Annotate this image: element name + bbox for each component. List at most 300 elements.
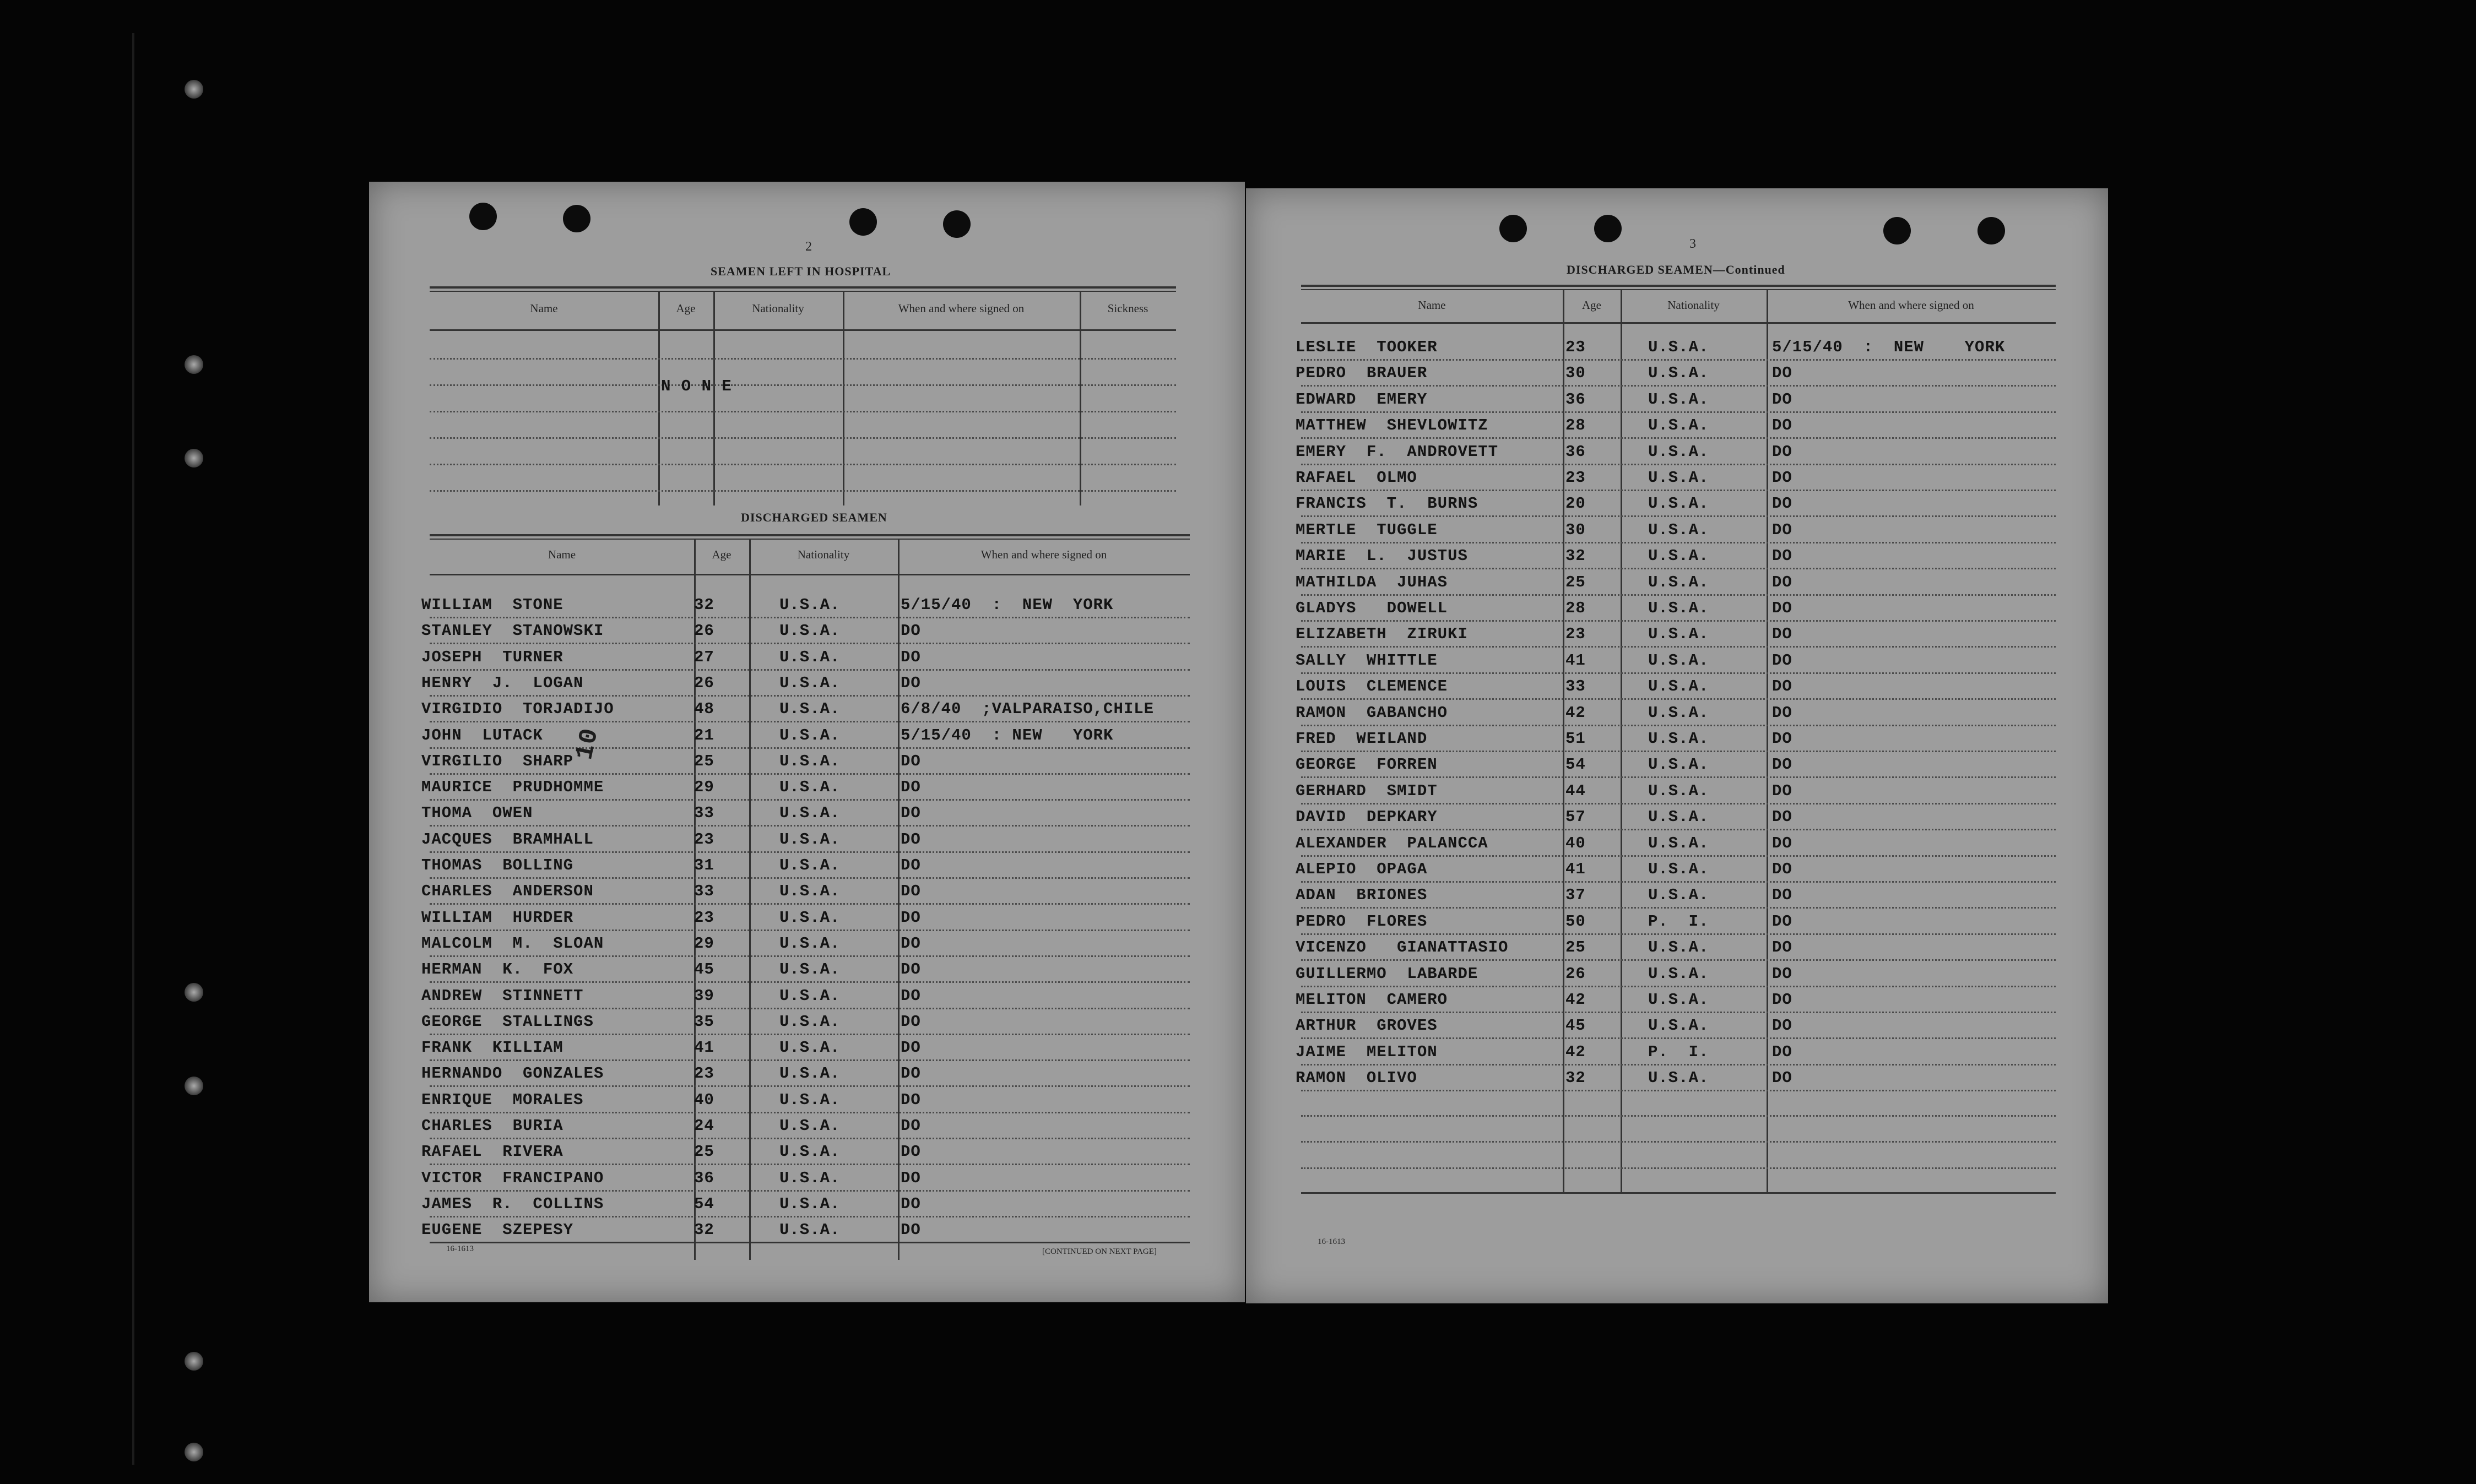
table-cell-signed-on: DO [1772, 834, 1792, 852]
row-rule [430, 1164, 1190, 1165]
row-rule [1301, 1141, 2056, 1143]
row-rule [430, 1059, 1190, 1061]
table-rule [430, 291, 1176, 292]
table-cell-name: MATHILDA JUHAS [1296, 573, 1448, 591]
row-rule [1301, 542, 2056, 543]
table-cell-age: 32 [694, 1221, 714, 1240]
table-cell-signed-on: DO [1772, 494, 1792, 513]
row-rule [430, 695, 1190, 697]
row-rule [1301, 515, 2056, 517]
table-cell-age: 41 [694, 1039, 714, 1057]
table-rule [1301, 285, 2056, 287]
table-cell-age: 39 [694, 986, 714, 1005]
table-cell-name: MELITON CAMERO [1296, 991, 1448, 1009]
row-rule [430, 877, 1190, 879]
table-cell-nationality: U.S.A. [1648, 1069, 1709, 1088]
table-cell-name: RAMON GABANCHO [1296, 703, 1448, 722]
page-number: 2 [805, 240, 812, 254]
punch-hole [1883, 217, 1911, 244]
row-rule [1301, 986, 2056, 987]
row-rule [1301, 359, 2056, 361]
table-cell-signed-on: DO [901, 1117, 921, 1135]
table-cell-signed-on: DO [1772, 964, 1792, 983]
column-header-nationality: Nationality [797, 548, 850, 561]
row-rule [1301, 881, 2056, 883]
table-cell-signed-on: DO [901, 1090, 921, 1109]
row-rule [430, 955, 1190, 957]
table-cell-nationality: U.S.A. [1648, 860, 1709, 878]
table-cell-name: WILLIAM STONE [421, 596, 564, 614]
table-cell-age: 23 [694, 908, 714, 927]
table-cell-nationality: U.S.A. [779, 856, 841, 874]
punch-hole [849, 208, 877, 236]
table-cell-signed-on: DO [901, 934, 921, 953]
table-cell-name: JOHN LUTACK [421, 726, 543, 744]
row-rule [1301, 1064, 2056, 1066]
table-cell-name: JOSEPH TURNER [421, 648, 564, 666]
table-rule [430, 574, 1190, 575]
table-cell-name: GUILLERMO LABARDE [1296, 964, 1478, 983]
table-cell-nationality: U.S.A. [779, 673, 841, 692]
table-cell-signed-on: DO [901, 908, 921, 927]
punch-hole [1594, 215, 1622, 242]
row-rule [1301, 411, 2056, 413]
table-cell-age: 40 [1565, 834, 1586, 852]
table-cell-name: THOMA OWEN [421, 804, 533, 823]
table-cell-name: LOUIS CLEMENCE [1296, 677, 1448, 696]
table-cell-age: 32 [1565, 547, 1586, 566]
row-rule [430, 490, 1176, 492]
table-cell-age: 32 [694, 596, 714, 614]
table-cell-name: MAURICE PRUDHOMME [421, 778, 604, 797]
table-cell-nationality: U.S.A. [1648, 573, 1709, 591]
table-cell-name: CHARLES ANDERSON [421, 882, 594, 901]
table-cell-name: FRANCIS T. BURNS [1296, 494, 1478, 513]
row-rule [430, 773, 1190, 775]
table-cell-nationality: U.S.A. [1648, 991, 1709, 1009]
table-cell-name: ANDREW STINNETT [421, 986, 584, 1005]
column-divider [843, 291, 844, 505]
table-cell-nationality: U.S.A. [779, 804, 841, 823]
table-cell-signed-on: DO [1772, 938, 1792, 957]
table-cell-signed-on: DO [901, 1168, 921, 1187]
table-cell-age: 28 [1565, 416, 1586, 435]
column-divider [658, 291, 660, 505]
table-cell-nationality: U.S.A. [779, 1039, 841, 1057]
table-cell-signed-on: DO [901, 1221, 921, 1240]
table-cell-nationality: U.S.A. [779, 882, 841, 901]
column-header-sickness: Sickness [1107, 302, 1148, 315]
table-cell-name: THOMAS BOLLING [421, 856, 574, 874]
row-rule [430, 929, 1190, 931]
table-cell-signed-on: DO [1772, 886, 1792, 905]
film-edge-line [132, 33, 134, 1465]
table-cell-nationality: U.S.A. [779, 960, 841, 979]
punch-hole [1977, 217, 2005, 244]
table-cell-signed-on: DO [901, 622, 921, 640]
row-rule [1301, 751, 2056, 752]
row-rule [1301, 620, 2056, 622]
table-cell-nationality: U.S.A. [1648, 703, 1709, 722]
row-rule [1301, 698, 2056, 700]
binder-hole [185, 355, 203, 374]
table-cell-nationality: U.S.A. [779, 1064, 841, 1083]
column-header-age: Age [712, 548, 732, 561]
table-cell-age: 44 [1565, 781, 1586, 800]
row-rule [430, 981, 1190, 983]
table-cell-age: 51 [1565, 730, 1586, 748]
row-rule [1301, 1090, 2056, 1091]
table-cell-signed-on: DO [901, 856, 921, 874]
table-cell-age: 20 [1565, 494, 1586, 513]
table-cell-signed-on: DO [901, 1194, 921, 1213]
table-rule [430, 329, 1176, 331]
row-rule [1301, 776, 2056, 778]
table-cell-nationality: U.S.A. [779, 778, 841, 797]
right-page [1246, 188, 2108, 1303]
row-rule [430, 669, 1190, 671]
row-rule [1301, 1115, 2056, 1117]
table-cell-name: ALEPIO OPAGA [1296, 860, 1428, 878]
table-cell-nationality: U.S.A. [779, 700, 841, 719]
table-cell-signed-on: DO [1772, 730, 1792, 748]
table-cell-age: 45 [1565, 1016, 1586, 1035]
table-cell-nationality: U.S.A. [1648, 781, 1709, 800]
table-cell-name: HERMAN K. FOX [421, 960, 574, 979]
column-divider [898, 539, 900, 1260]
table-cell-age: 37 [1565, 886, 1586, 905]
table-cell-nationality: U.S.A. [779, 726, 841, 744]
table-cell-name: WILLIAM HURDER [421, 908, 574, 927]
table-cell-name: DAVID DEPKARY [1296, 808, 1438, 827]
table-cell-name: HERNANDO GONZALES [421, 1064, 604, 1083]
row-rule [430, 903, 1190, 905]
table-cell-signed-on: DO [1772, 703, 1792, 722]
table-cell-signed-on: 5/15/40 : NEW YORK [1772, 338, 2006, 356]
table-cell-age: 26 [1565, 964, 1586, 983]
column-header-age: Age [676, 302, 696, 315]
row-rule [430, 411, 1176, 412]
row-rule [1301, 1037, 2056, 1039]
table-cell-age: 33 [694, 882, 714, 901]
table-cell-name: VIRGIDIO TORJADIJO [421, 700, 614, 719]
table-cell-signed-on: DO [901, 1143, 921, 1161]
table-cell-nationality: U.S.A. [1648, 520, 1709, 539]
table-cell-name: LESLIE TOOKER [1296, 338, 1438, 356]
table-cell-signed-on: DO [1772, 651, 1792, 670]
table-cell-age: 33 [1565, 677, 1586, 696]
page-number: 3 [1689, 237, 1696, 251]
table-cell-nationality: U.S.A. [1648, 625, 1709, 644]
table-cell-age: 26 [694, 622, 714, 640]
row-rule [1301, 672, 2056, 674]
table-cell-name: GEORGE STALLINGS [421, 1012, 594, 1031]
row-rule [430, 825, 1190, 827]
table-cell-name: CHARLES BURIA [421, 1117, 564, 1135]
table-cell-name: MATTHEW SHEVLOWITZ [1296, 416, 1488, 435]
table-cell-age: 25 [1565, 573, 1586, 591]
table-cell-name: JAMES R. COLLINS [421, 1194, 604, 1213]
table-cell-signed-on: 5/15/40 : NEW YORK [901, 596, 1114, 614]
table-cell-nationality: U.S.A. [779, 1012, 841, 1031]
table-cell-signed-on: DO [1772, 912, 1792, 931]
table-cell-age: 23 [694, 830, 714, 849]
table-cell-age: 30 [1565, 364, 1586, 383]
table-cell-signed-on: DO [901, 648, 921, 666]
table-cell-signed-on: DO [1772, 520, 1792, 539]
table-cell-name: EUGENE SZEPESY [421, 1221, 574, 1240]
column-header-signed-on: When and where signed on [898, 302, 1025, 315]
table-cell-age: 45 [694, 960, 714, 979]
table-rule [1301, 322, 2056, 324]
column-divider [1080, 291, 1081, 505]
table-cell-name: ARTHUR GROVES [1296, 1016, 1438, 1035]
table-cell-name: ALEXANDER PALANCCA [1296, 834, 1488, 852]
none-entry: N O N E [661, 377, 732, 395]
table-cell-age: 23 [1565, 338, 1586, 356]
row-rule [1301, 464, 2056, 465]
table-cell-nationality: U.S.A. [1648, 886, 1709, 905]
table-cell-age: 36 [694, 1168, 714, 1187]
row-rule [430, 1112, 1190, 1113]
column-header-name: Name [548, 548, 576, 561]
table-cell-signed-on: DO [1772, 625, 1792, 644]
table-cell-age: 24 [694, 1117, 714, 1135]
table-cell-nationality: P. I. [1648, 1042, 1709, 1061]
punch-hole [1499, 215, 1527, 242]
table-rule [1301, 289, 2056, 290]
continued-note: [CONTINUED ON NEXT PAGE] [1042, 1247, 1157, 1256]
table-cell-signed-on: DO [901, 830, 921, 849]
table-cell-name: RAFAEL RIVERA [421, 1143, 564, 1161]
row-rule [430, 1216, 1190, 1217]
table-cell-signed-on: DO [1772, 1069, 1792, 1088]
table-cell-nationality: U.S.A. [1648, 338, 1709, 356]
table-cell-name: GEORGE FORREN [1296, 755, 1438, 774]
table-cell-signed-on: DO [901, 778, 921, 797]
table-cell-age: 30 [1565, 520, 1586, 539]
table-cell-nationality: U.S.A. [1648, 938, 1709, 957]
row-rule [1301, 646, 2056, 648]
left-page [369, 182, 1245, 1302]
table-cell-nationality: U.S.A. [1648, 730, 1709, 748]
table-cell-signed-on: DO [1772, 808, 1792, 827]
table-cell-name: PEDRO BRAUER [1296, 364, 1428, 383]
table-cell-nationality: U.S.A. [779, 1168, 841, 1187]
table-cell-nationality: U.S.A. [1648, 1016, 1709, 1035]
table-cell-nationality: U.S.A. [1648, 808, 1709, 827]
row-rule [1301, 1167, 2056, 1169]
row-rule [430, 643, 1190, 644]
table-cell-age: 48 [694, 700, 714, 719]
binder-hole [185, 80, 203, 99]
table-cell-signed-on: 6/8/40 ;VALPARAISO,CHILE [901, 700, 1155, 719]
table-cell-nationality: U.S.A. [779, 1090, 841, 1109]
row-rule [430, 384, 1176, 386]
table-cell-age: 23 [1565, 469, 1586, 487]
column-header-nationality: Nationality [1667, 298, 1720, 312]
table-cell-age: 33 [694, 804, 714, 823]
discharged-section-title: DISCHARGED SEAMEN [741, 510, 887, 524]
table-cell-signed-on: DO [1772, 442, 1792, 461]
binder-hole [185, 449, 203, 468]
table-cell-name: MALCOLM M. SLOAN [421, 934, 604, 953]
table-cell-nationality: P. I. [1648, 912, 1709, 931]
punch-hole [469, 203, 497, 230]
table-cell-signed-on: DO [1772, 390, 1792, 409]
table-cell-nationality: U.S.A. [1648, 547, 1709, 566]
table-cell-age: 42 [1565, 703, 1586, 722]
table-cell-signed-on: DO [901, 804, 921, 823]
table-cell-name: EMERY F. ANDROVETT [1296, 442, 1499, 461]
row-rule [430, 437, 1176, 439]
row-rule [1301, 855, 2056, 857]
table-cell-name: ADAN BRIONES [1296, 886, 1428, 905]
row-rule [1301, 829, 2056, 830]
column-divider [1563, 289, 1564, 1192]
table-cell-nationality: U.S.A. [1648, 469, 1709, 487]
table-cell-age: 27 [694, 648, 714, 666]
stamp-number: 10 [570, 725, 605, 763]
table-cell-age: 28 [1565, 599, 1586, 617]
table-cell-signed-on: DO [901, 673, 921, 692]
table-cell-name: VIRGILIO SHARP [421, 752, 574, 770]
table-cell-nationality: U.S.A. [779, 830, 841, 849]
binder-hole [185, 1077, 203, 1095]
table-cell-nationality: U.S.A. [779, 1117, 841, 1135]
table-cell-nationality: U.S.A. [779, 752, 841, 770]
row-rule [430, 1190, 1190, 1192]
table-cell-nationality: U.S.A. [779, 1194, 841, 1213]
table-cell-age: 54 [1565, 755, 1586, 774]
table-cell-signed-on: DO [1772, 469, 1792, 487]
table-cell-age: 26 [694, 673, 714, 692]
punch-hole [943, 210, 971, 238]
table-cell-signed-on: DO [1772, 1016, 1792, 1035]
row-rule [1301, 907, 2056, 909]
row-rule [1301, 959, 2056, 961]
hospital-section-title: SEAMEN LEFT IN HOSPITAL [711, 264, 891, 278]
row-rule [1301, 933, 2056, 935]
punch-hole [563, 205, 590, 232]
binder-hole [185, 1352, 203, 1371]
table-cell-age: 41 [1565, 651, 1586, 670]
table-cell-age: 50 [1565, 912, 1586, 931]
table-cell-nationality: U.S.A. [1648, 651, 1709, 670]
table-cell-signed-on: DO [901, 882, 921, 901]
table-cell-signed-on: DO [901, 1039, 921, 1057]
table-cell-signed-on: DO [901, 1012, 921, 1031]
table-cell-signed-on: DO [1772, 573, 1792, 591]
table-cell-name: GERHARD SMIDT [1296, 781, 1438, 800]
table-cell-nationality: U.S.A. [1648, 755, 1709, 774]
row-rule [430, 851, 1190, 853]
table-cell-age: 42 [1565, 991, 1586, 1009]
table-cell-nationality: U.S.A. [1648, 390, 1709, 409]
table-rule [430, 534, 1190, 536]
table-cell-name: RAFAEL OLMO [1296, 469, 1417, 487]
column-header-name: Name [1418, 298, 1446, 312]
table-cell-nationality: U.S.A. [779, 1221, 841, 1240]
row-rule [1301, 490, 2056, 491]
row-rule [1301, 385, 2056, 387]
table-cell-name: HENRY J. LOGAN [421, 673, 584, 692]
column-divider [713, 291, 715, 505]
row-rule [430, 1085, 1190, 1087]
table-cell-age: 31 [694, 856, 714, 874]
table-cell-name: ENRIQUE MORALES [421, 1090, 584, 1109]
table-cell-signed-on: DO [1772, 416, 1792, 435]
table-cell-age: 25 [694, 752, 714, 770]
row-rule [430, 747, 1190, 749]
table-cell-nationality: U.S.A. [779, 622, 841, 640]
table-cell-signed-on: DO [901, 960, 921, 979]
column-header-age: Age [1582, 298, 1601, 312]
row-rule [430, 464, 1176, 465]
row-rule [430, 1008, 1190, 1009]
table-rule [1301, 1192, 2056, 1194]
table-cell-name: SALLY WHITTLE [1296, 651, 1438, 670]
table-cell-age: 36 [1565, 442, 1586, 461]
table-cell-age: 57 [1565, 808, 1586, 827]
table-cell-nationality: U.S.A. [779, 1143, 841, 1161]
table-cell-nationality: U.S.A. [1648, 964, 1709, 983]
table-cell-age: 23 [694, 1064, 714, 1083]
table-cell-signed-on: DO [1772, 547, 1792, 566]
table-cell-age: 29 [694, 778, 714, 797]
table-cell-age: 41 [1565, 860, 1586, 878]
table-cell-signed-on: DO [901, 752, 921, 770]
table-cell-name: MERTLE TUGGLE [1296, 520, 1438, 539]
table-cell-name: FRED WEILAND [1296, 730, 1428, 748]
table-cell-signed-on: DO [1772, 755, 1792, 774]
table-cell-signed-on: DO [901, 986, 921, 1005]
row-rule [430, 799, 1190, 801]
table-cell-age: 54 [694, 1194, 714, 1213]
column-divider [1621, 289, 1622, 1192]
table-cell-signed-on: DO [1772, 860, 1792, 878]
table-cell-nationality: U.S.A. [1648, 416, 1709, 435]
table-cell-nationality: U.S.A. [779, 908, 841, 927]
row-rule [430, 358, 1176, 360]
table-cell-name: PEDRO FLORES [1296, 912, 1428, 931]
column-header-signed-on: When and where signed on [980, 548, 1107, 561]
row-rule [430, 1034, 1190, 1035]
table-cell-signed-on: 5/15/40 : NEW YORK [901, 726, 1114, 744]
table-cell-age: 25 [1565, 938, 1586, 957]
table-cell-name: EDWARD EMERY [1296, 390, 1428, 409]
table-cell-name: JAIME MELITON [1296, 1042, 1438, 1061]
table-cell-name: MARIE L. JUSTUS [1296, 547, 1468, 566]
table-cell-age: 40 [694, 1090, 714, 1109]
table-cell-nationality: U.S.A. [779, 934, 841, 953]
row-rule [430, 617, 1190, 618]
table-cell-age: 29 [694, 934, 714, 953]
table-cell-age: 35 [694, 1012, 714, 1031]
table-cell-name: STANLEY STANOWSKI [421, 622, 604, 640]
table-rule [430, 1242, 1190, 1243]
row-rule [430, 1138, 1190, 1139]
table-cell-age: 32 [1565, 1069, 1586, 1088]
row-rule [1301, 725, 2056, 726]
row-rule [1301, 437, 2056, 439]
form-number: 16-1613 [1318, 1237, 1345, 1246]
table-cell-nationality: U.S.A. [1648, 599, 1709, 617]
row-rule [1301, 1012, 2056, 1013]
table-cell-nationality: U.S.A. [779, 596, 841, 614]
row-rule [430, 721, 1190, 722]
table-cell-signed-on: DO [1772, 599, 1792, 617]
